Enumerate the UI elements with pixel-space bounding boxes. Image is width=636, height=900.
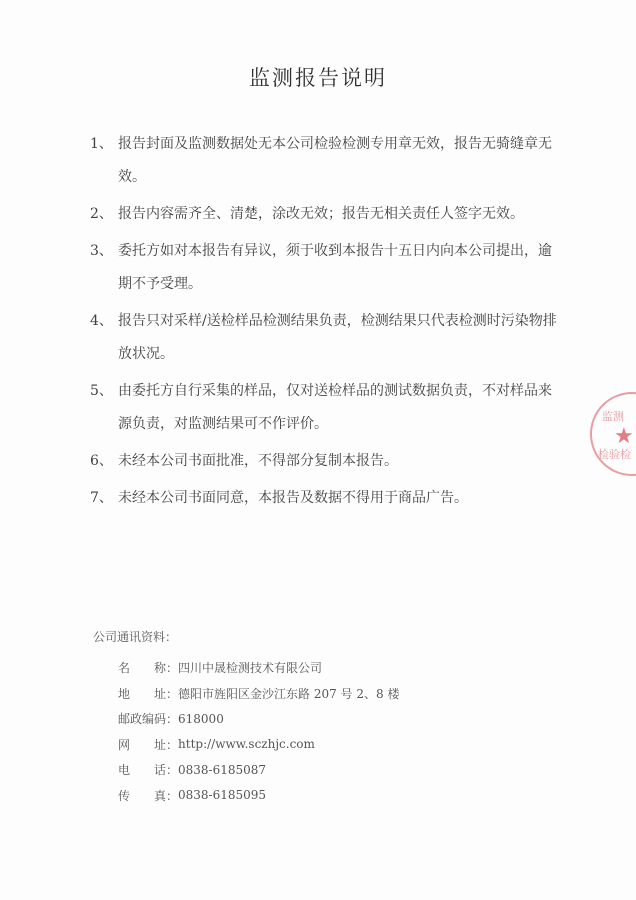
contact-row-fax (93, 783, 513, 809)
contact-row-phone (93, 757, 513, 783)
contact-heading: 公司通讯资料： (93, 630, 178, 644)
note-item (90, 375, 560, 441)
note-text: 未经本公司书面同意，本报告及数据不得用于商品广告。 (118, 490, 468, 506)
contact-block (93, 628, 513, 808)
contact-label: 地 址： (118, 686, 179, 701)
contact-row-postcode (93, 706, 513, 732)
note-text: 报告封面及监测数据处无本公司检验检测专用章无效，报告无骑缝章无效。 (118, 136, 552, 185)
contact-row-address (93, 681, 513, 707)
contact-label: 名 称： (118, 661, 179, 676)
note-number: 1、 (90, 136, 113, 152)
seal-text-top: 监测 (602, 410, 624, 423)
note-text: 委托方如对本报告有异议，须于收到本报告十五日内向本公司提出，逾期不予受理。 (118, 243, 552, 292)
note-number: 2、 (90, 206, 113, 222)
contact-row-name (93, 655, 513, 681)
note-number: 6、 (90, 453, 113, 469)
note-number: 5、 (90, 383, 113, 399)
seal-text-bottom: 检验检 (598, 448, 631, 461)
note-number: 3、 (90, 243, 113, 259)
note-text: 未经本公司书面批准，不得部分复制本报告。 (118, 453, 398, 469)
seal-star-icon: ★ (614, 424, 634, 449)
page-title: 监测报告说明 (249, 66, 387, 90)
note-item (90, 305, 560, 371)
contact-label: 邮政编码： (118, 712, 179, 727)
note-item (90, 198, 560, 231)
contact-label: 传 真： (118, 788, 179, 803)
company-seal-stamp (590, 392, 636, 476)
contact-row-website (93, 732, 513, 758)
contact-value: 德阳市旌阳区金沙江东路 207 号 2、8 楼 (178, 686, 400, 701)
note-text: 由委托方自行采集的样品，仅对送检样品的测试数据负责，不对样品来源负责，对监测结果可不作评价。 (118, 383, 552, 432)
contact-label: 网 址： (118, 737, 179, 752)
note-item (90, 128, 560, 194)
contact-value: 0838-6185095 (178, 788, 267, 803)
note-number: 4、 (90, 313, 113, 329)
note-item (90, 235, 560, 301)
contact-value: http://www.sczhjc.com (178, 737, 315, 752)
note-text: 报告内容需齐全、清楚，涂改无效；报告无相关责任人签字无效。 (118, 206, 524, 222)
note-item (90, 445, 560, 478)
contact-value: 618000 (178, 711, 224, 726)
notes-list (90, 128, 560, 519)
contact-label: 电 话： (118, 763, 179, 778)
note-item (90, 482, 560, 515)
contact-value: 四川中晟检测技术有限公司 (178, 661, 323, 676)
note-text: 报告只对采样/送检样品检测结果负责，检测结果只代表检测时污染物排放状况。 (118, 313, 557, 362)
contact-value: 0838-6185087 (178, 762, 267, 777)
note-number: 7、 (90, 490, 113, 506)
